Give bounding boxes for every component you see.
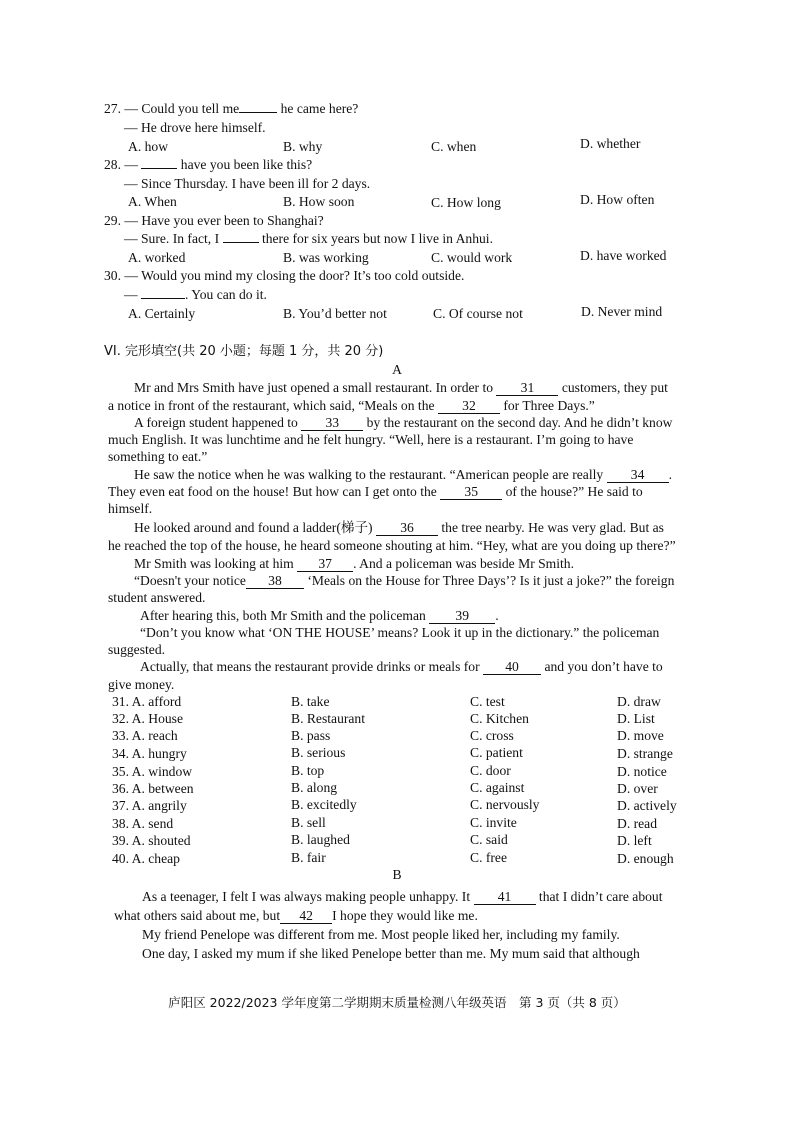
blank-31: 31 [496,380,558,396]
q27-line1 [104,100,358,117]
blank-42: 42 [280,908,332,924]
option-36-c: C. against [470,780,525,795]
q27-blank [239,112,277,113]
passage-a-line [134,379,668,396]
option-37-a: 37. A. angrily [112,798,187,813]
q28-blank [141,168,177,169]
passage-a-line: “Don’t you know what ‘ON THE HOUSE’ means? Look it up in the dictionary.” the policeman [140,625,660,640]
option-31-a: 31. A. afford [112,694,182,709]
blank-41: 41 [474,889,536,905]
option-39-b: B. laughed [291,832,350,847]
passage-a-line: much English. It was lunchtime and he felt hungry. “Well, here is a restaurant. I’m going to have [108,432,634,447]
passage-text: Mr Smith was looking at him [134,556,294,571]
option-31-b: B. take [291,694,330,709]
option-40-b: B. fair [291,850,326,865]
passage-text: . [668,467,672,482]
option-33-d: D. move [617,728,664,743]
q30-option-b: B. You’d better not [283,306,387,321]
passage-a-line [134,466,672,483]
passage-b-line: My friend Penelope was different from me. Most people liked her, including my family. [142,927,620,942]
option-36-b: B. along [291,780,338,795]
passage-a-line: himself. [108,501,153,516]
q27-option-d: D. whether [580,136,641,151]
q30-option-c: C. Of course not [433,306,523,321]
q29-option-b: B. was working [283,250,369,265]
option-34-d: D. strange [617,746,673,761]
passage-text: They even eat food on the house! But how can I get onto the [108,484,437,499]
option-39-d: D. left [617,833,652,848]
passage-text: Mr and Mrs Smith have just opened a small restaurant. In order to [134,380,494,395]
q27-line2: — He drove here himself. [124,120,266,135]
passage-b-line [114,907,478,924]
option-38-d: D. read [617,816,658,831]
q30-line2 [124,286,267,303]
q28-text-a: 28. — [104,157,138,172]
option-40-a: 40. A. cheap [112,851,180,866]
q30-line1: 30. — Would you mind my closing the door? It’s too cold outside. [104,268,465,283]
passage-a-line [134,519,664,536]
blank-32: 32 [438,398,500,414]
passage-text: A foreign student happened to [134,415,298,430]
option-38-a: 38. A. send [112,816,174,831]
option-34-c: C. patient [470,745,523,760]
option-32-c: C. Kitchen [470,711,529,726]
passage-a-line [108,397,595,414]
passage-b-line [142,888,662,905]
option-38-b: B. sell [291,815,326,830]
option-40-c: C. free [470,850,507,865]
q28-option-d: D. How often [580,192,655,207]
option-35-b: B. top [291,763,325,778]
q28-option-b: B. How soon [283,194,355,209]
passage-text: Actually, that means the restaurant provide drinks or meals for [140,659,480,674]
option-35-a: 35. A. window [112,764,193,779]
passage-text: I hope they would like me. [332,908,478,923]
blank-33: 33 [301,415,363,431]
passage-a-line: something to eat.” [108,449,208,464]
part-b-label: B [392,867,402,882]
passage-a-line: student answered. [108,590,206,605]
option-36-a: 36. A. between [112,781,194,796]
q29-option-d: D. have worked [580,248,667,263]
option-35-d: D. notice [617,764,667,779]
passage-text: what others said about me, but [114,908,281,923]
option-34-b: B. serious [291,745,346,760]
option-32-d: D. List [617,711,655,726]
q28-line1 [104,156,312,173]
option-31-d: D. draw [617,694,661,709]
blank-39: 39 [429,608,495,624]
passage-text: and you don’t have to [544,659,663,674]
q27-option-b: B. why [283,139,323,154]
q27-text-b: he came here? [280,101,359,116]
q29-line1: 29. — Have you ever been to Shanghai? [104,213,324,228]
passage-text: After hearing this, both Mr Smith and the policeman [140,608,426,623]
q30-option-d: D. Never mind [581,304,663,319]
q30-text-b: . You can do it. [185,287,267,302]
q28-line2: — Since Thursday. I have been ill for 2 days. [124,176,371,191]
q29-option-a: A. worked [128,250,186,265]
q29-text-a: — Sure. In fact, I [124,231,220,246]
option-39-a: 39. A. shouted [112,833,191,848]
passage-text: ‘Meals on the House for Three Days’? Is it just a joke?” the foreign [307,573,675,588]
passage-a-line [134,414,672,431]
passage-text: customers, they put [561,380,668,395]
option-33-a: 33. A. reach [112,728,178,743]
q29-line2 [124,230,493,247]
option-39-c: C. said [470,832,508,847]
option-38-c: C. invite [470,815,517,830]
passage-a-line [140,607,499,624]
option-31-c: C. test [470,694,505,709]
q30-blank [141,298,185,299]
passage-text: . And a policeman was beside Mr Smith. [353,556,575,571]
passage-a-line: he reached the top of the house, he heard someone shouting at him. “Hey, what are you doing up there?” [108,538,676,553]
option-35-c: C. door [470,763,511,778]
option-33-b: B. pass [291,728,331,743]
q30-text-a: — [124,287,138,302]
q30-option-a: A. Certainly [128,306,196,321]
option-32-b: B. Restaurant [291,711,365,726]
option-40-d: D. enough [617,851,674,866]
passage-text: “Doesn't your notice [134,573,246,588]
passage-text: As a teenager, I felt I was always making people unhappy. It [142,889,471,904]
passage-text: the tree nearby. He was very glad. But as [441,520,664,535]
option-37-c: C. nervously [470,797,540,812]
blank-40: 40 [483,659,541,675]
blank-38: 38 [246,573,304,589]
option-33-c: C. cross [470,728,514,743]
passage-text: . [495,608,499,623]
passage-a-line [140,658,663,675]
passage-a-line [108,483,643,500]
passage-text: by the restaurant on the second day. And he didn’t know [366,415,673,430]
q28-option-c: C. How long [431,195,501,210]
blank-34: 34 [607,467,669,483]
blank-36: 36 [376,520,438,536]
passage-a-line [134,572,674,589]
option-37-b: B. excitedly [291,797,357,812]
passage-a-line: give money. [108,677,175,692]
q28-option-a: A. When [128,194,177,209]
q29-blank [223,242,259,243]
q27-text-a: 27. — Could you tell me [104,101,240,116]
passage-b-line: One day, I asked my mum if she liked Penelope better than me. My mum said that although [142,946,640,961]
blank-35: 35 [440,484,502,500]
passage-a-line: suggested. [108,642,166,657]
passage-text: for Three Days.” [503,398,595,413]
q27-option-c: C. when [431,139,477,154]
passage-text: He saw the notice when he was walking to the restaurant. “American people are really [134,467,604,482]
option-32-a: 32. A. House [112,711,183,726]
q29-option-c: C. would work [431,250,513,265]
passage-text: He looked around and found a ladder(梯子) [134,520,373,535]
option-36-d: D. over [617,781,658,796]
passage-text: a notice in front of the restaurant, which said, “Meals on the [108,398,435,413]
page-footer: 庐阳区 2022/2023 学年度第二学期期末质量检测八年级英语 第 3 页（共 8 页） [168,995,626,1010]
q27-option-a: A. how [128,139,169,154]
q28-text-b: have you been like this? [180,157,313,172]
option-34-a: 34. A. hungry [112,746,187,761]
passage-text: that I didn’t care about [538,889,663,904]
passage-a-line [134,555,574,572]
option-37-d: D. actively [617,798,677,813]
part-a-label: A [392,362,402,377]
passage-text: of the house?” He said to [505,484,643,499]
blank-37: 37 [297,556,353,572]
q29-text-b: there for six years but now I live in Anhui. [261,231,493,246]
section-heading: VI. 完形填空(共 20 小题；每题 1 分，共 20 分) [104,344,384,359]
